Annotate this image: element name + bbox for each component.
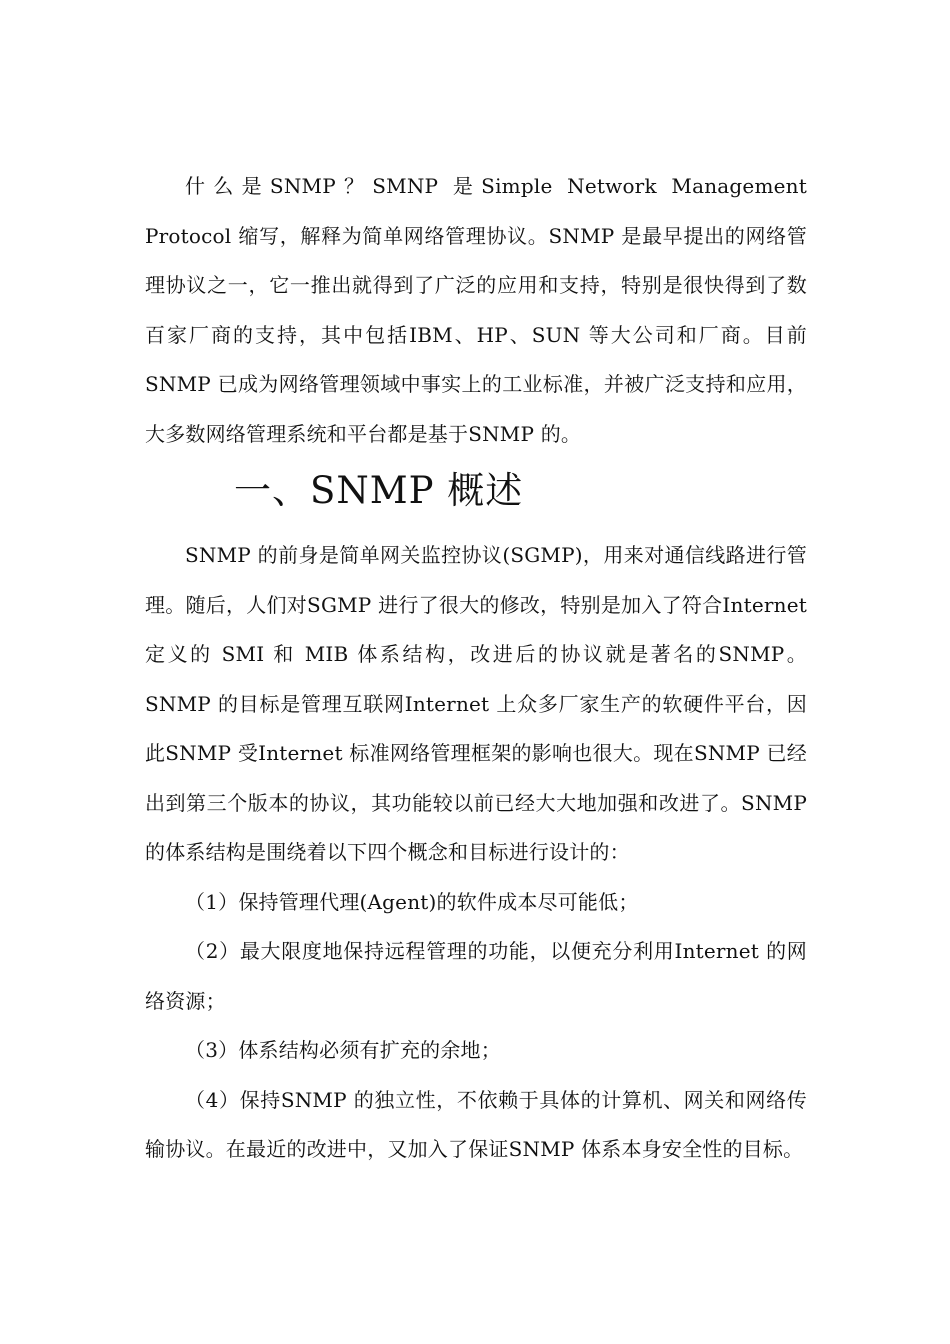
section-heading: 一、SNMP 概述 xyxy=(234,469,524,512)
overview-paragraph: SNMP 的前身是简单网关监控协议(SGMP)，用来对通信线路进行管理。随后，人们对SGMP 进行了很大的修改，特别是加入了符合Internet 定义的 SMI 和 MIB 体系结构，改进后的协议就是著名的SNMP。SNMP 的目标是管理互联网Internet 上众多厂家生产的软硬件平台，因此SNMP 受Internet 标准网络管理框架的影响也很大。现在SNMP 已经出到第三个版本的协议，其功能较以前已经大大地加强和改进了。SNMP 的体系结构是围绕着以下四个概念和目标进行设计的： xyxy=(145,543,807,864)
goal-item: （4）保持SNMP 的独立性，不依赖于具体的计算机、网关和网络传输协议。在最近的改进中，又加入了保证SNMP 体系本身安全性的目标。 xyxy=(145,1087,807,1161)
spacer xyxy=(145,523,807,531)
goal-item: （2）最大限度地保持远程管理的功能，以便充分利用Internet 的网络资源； xyxy=(145,939,807,1013)
goal-item: （3）体系结构必须有扩充的余地； xyxy=(185,1038,501,1062)
intro-paragraph: 什么是SNMP？SMNP 是Simple Network Management Protocol 缩写，解释为简单网络管理协议。SNMP 是最早提出的网络管理协议之一，它一推出就得到了广泛的应用和支持，特别是很快得到了数百家厂商的支持，其中包括IBM、HP、SUN 等大公司和厂商。目前SNMP 已成为网络管理领域中事实上的工业标准，并被广泛支持和应用，大多数网络管理系统和平台都是基于SNMP 的。 xyxy=(145,174,807,446)
goal-item: （1）保持管理代理(Agent)的软件成本尽可能低； xyxy=(185,889,639,914)
document-body xyxy=(145,162,807,1175)
